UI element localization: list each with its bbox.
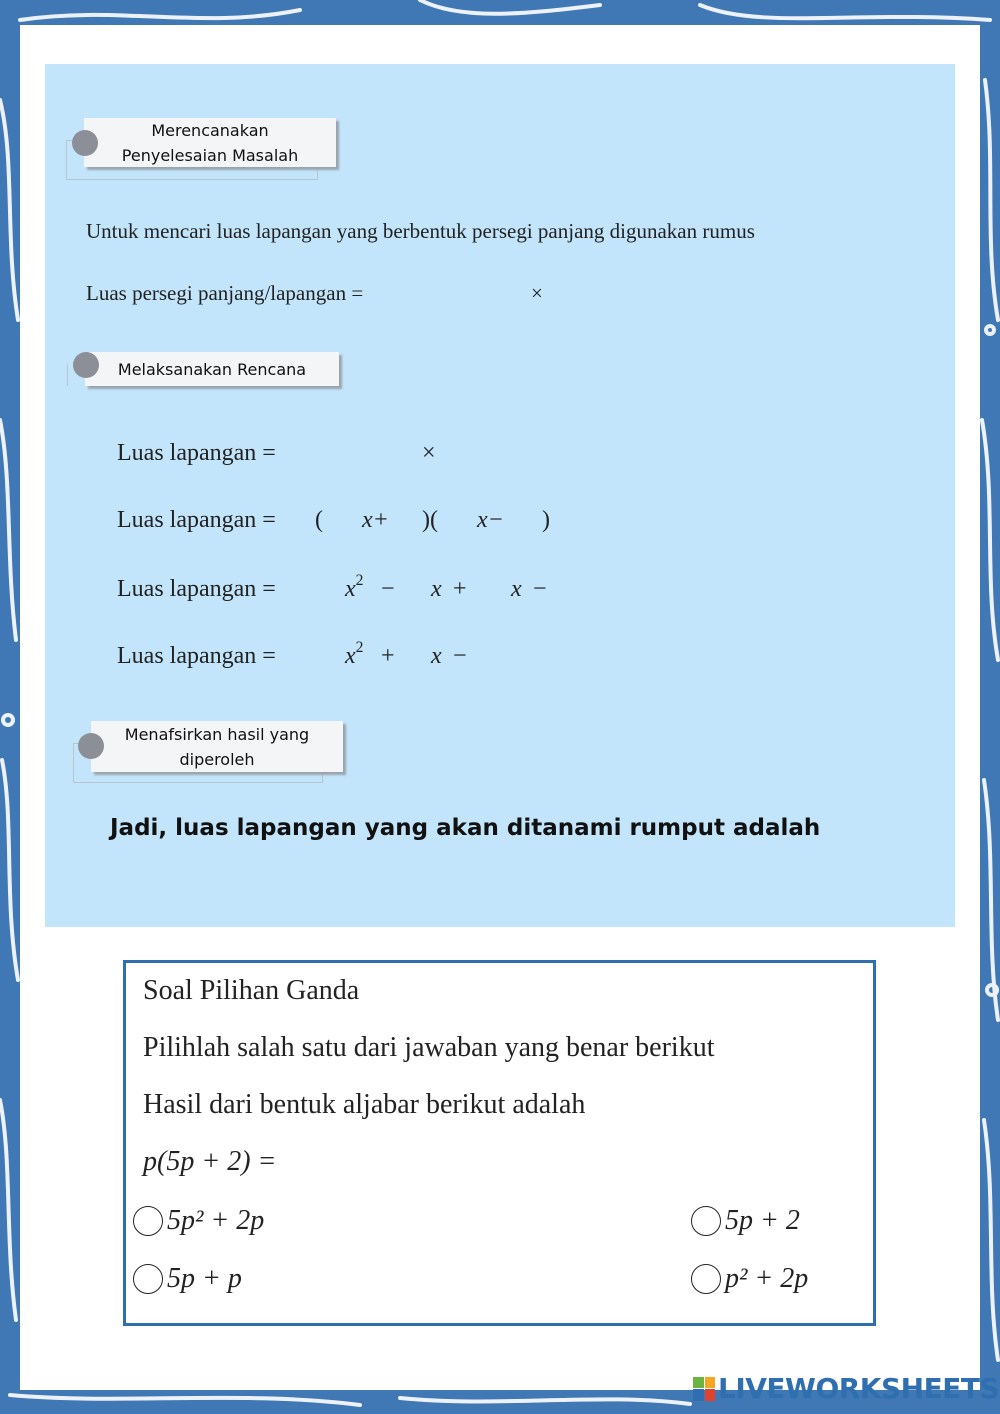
quiz-title: Soal Pilihan Ganda (143, 975, 360, 1006)
exec-line-4-label: Luas lapangan = (117, 643, 276, 669)
brand-name: LIVEWORKSHEETS (718, 1372, 1000, 1405)
exec-line-3-minus: − (381, 576, 395, 602)
exec-line-2-mid: )( (422, 507, 438, 533)
exec-line-2-label: Luas lapangan = (117, 507, 276, 533)
option-c[interactable] (133, 1263, 242, 1295)
option-a-label: 5p² + 2p (167, 1205, 265, 1236)
radio-button[interactable] (691, 1264, 721, 1294)
liveworksheets-brand (693, 1372, 999, 1405)
quiz-question: Hasil dari bentuk aljabar berikut adalah (143, 1089, 586, 1120)
exec-line-3-x-b: x (511, 576, 522, 602)
section-tag-plan-label: Merencanakan Penyelesaian Masalah (121, 120, 299, 165)
exec-line-3-x2: $x^2$ (345, 572, 364, 602)
conclusion-text: Jadi, luas lapangan yang akan ditanami rumput adalah (110, 815, 821, 841)
bullet-dot-icon (78, 733, 104, 759)
exec-line-4-plus: + (381, 643, 395, 669)
area-formula-label: Luas persegi panjang/lapangan = (86, 281, 364, 305)
bullet-dot-icon (72, 130, 98, 156)
radio-button[interactable] (691, 1206, 721, 1236)
quiz-box (123, 960, 876, 1326)
area-formula-times: × (531, 281, 543, 305)
bullet-dot-icon (73, 352, 99, 378)
option-d-label: p² + 2p (725, 1263, 809, 1294)
radio-button[interactable] (133, 1206, 163, 1236)
section-tag-execute-label: Melaksanakan Rencana (117, 359, 307, 379)
option-a[interactable] (133, 1205, 264, 1237)
quiz-expression: p(5p + 2) = (143, 1146, 277, 1177)
exec-line-1-times: × (422, 440, 436, 466)
exec-line-3-plus: + (453, 576, 467, 602)
formula-intro: Untuk mencari luas lapangan yang berbentuk persegi panjang digunakan rumus (86, 219, 755, 243)
quiz-instruction: Pilihlah salah satu dari jawaban yang benar berikut (143, 1032, 715, 1063)
solution-panel (45, 64, 955, 927)
exec-line-2-x-plus: x+ (362, 507, 389, 533)
exec-line-3-label: Luas lapangan = (117, 576, 276, 602)
option-c-label: 5p + p (167, 1263, 242, 1294)
option-b[interactable] (691, 1205, 800, 1237)
exec-line-4-minus: − (453, 643, 467, 669)
exec-line-4-x2: $x^2$ (345, 639, 364, 669)
radio-button[interactable] (133, 1264, 163, 1294)
exec-line-4-x: x (431, 643, 442, 669)
exec-line-2-open: ( (315, 507, 323, 533)
exec-line-3-minus-b: − (533, 576, 547, 602)
exec-line-2-x-minus: x− (477, 507, 504, 533)
exec-line-1-label: Luas lapangan = (117, 440, 276, 466)
option-b-label: 5p + 2 (725, 1205, 800, 1236)
exec-line-2-close: ) (542, 507, 550, 533)
liveworksheets-logo-icon (693, 1377, 715, 1401)
section-tag-interpret-label: Menafsirkan hasil yang diperoleh (124, 724, 310, 769)
exec-line-3-x-a: x (431, 576, 442, 602)
option-d[interactable] (691, 1263, 808, 1295)
